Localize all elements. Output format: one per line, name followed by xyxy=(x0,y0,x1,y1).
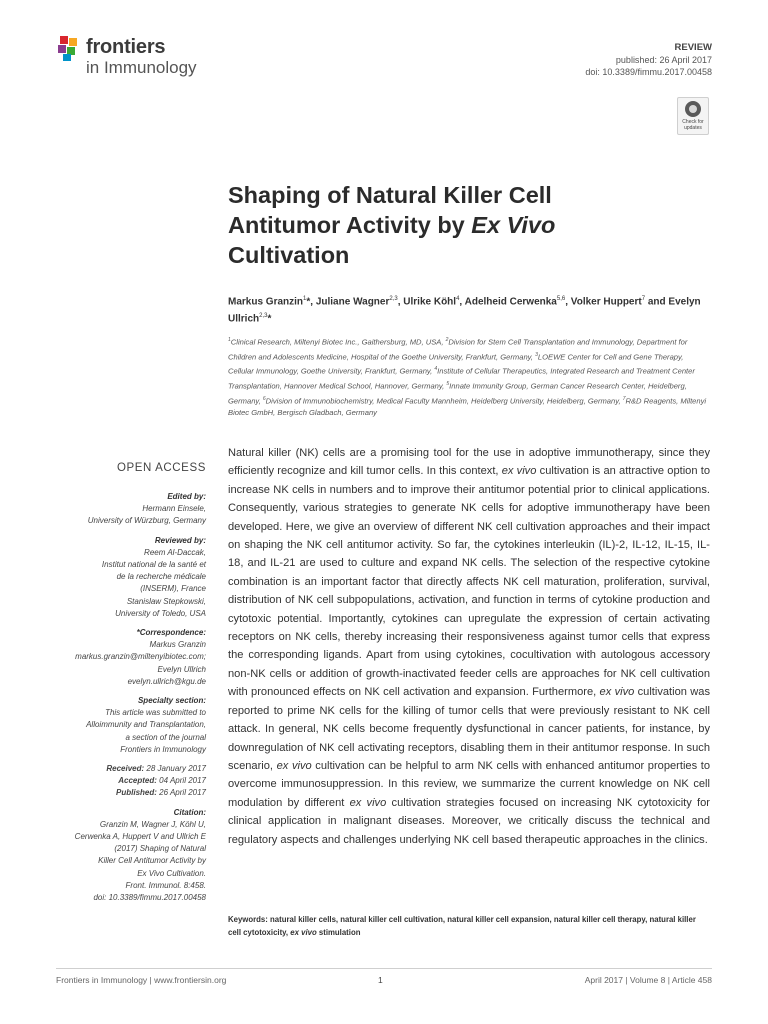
open-access-label: OPEN ACCESS xyxy=(116,462,206,474)
footer-issue-info: April 2017 | Volume 8 | Article 458 xyxy=(584,975,712,985)
correspondence-line: evelyn.ullrich@kgu.de xyxy=(127,676,206,686)
author-list xyxy=(228,292,708,327)
affil-sup: 4 xyxy=(434,366,438,373)
footer-divider xyxy=(56,968,712,969)
date-label: Accepted: xyxy=(118,776,160,786)
affil-sup: 1 xyxy=(228,337,231,343)
doi-link[interactable]: doi: 10.3389/fimmu.2017.00458 xyxy=(585,67,712,77)
affil-text: LOEWE Center for Cell and Gene Therapy, Cellular Immunology, Goethe University, Frankfurt, Germany, xyxy=(228,352,684,376)
crossmark-icon xyxy=(685,101,701,117)
reviewer-line: Reem Al-Daccak, xyxy=(144,547,206,557)
abstract-text: cultivation is an attractive option to increase NK cells in numbers and to improve their antitumor potential prior to clinical applications. Consequently, various strategies to generate NK cells for adoptive immunotherapy have been developed. Here, we give an overview of different NK cell cultivation approaches and their impact on shaping the NK cell antitumor activity. So far, the cytokines interleukin (IL)-2, IL-12, IL-15, IL-18, and IL-21 are used to culture and expand NK cells. The selection of the respective cytokine combination is an important factor that directly affects NK cell maturation, proliferation, survival, distribution of NK cell subpopulations, activation, and function in terms of cytokine production and cytotoxic potential. Importantly, cytokines can upregulate the expression of certain activating receptors on NK cells, thereby increasing their responsiveness against tumor cells that express the corresponding ligands. Apart from using cytokines, cocultivation with autologous accessory non-NK cells or addition of growth-inactivated feeder cells are approaches for NK cell cultivation with pronounced effects on NK cell activation and expansion. Furthermore, xyxy=(228,465,710,699)
abstract-text: cultivation can be helpful to arm NK cells with enhanced antitumor properties to overcome immunosuppression. In this review, we summarize the current knowledge on NK cell modulation by different xyxy=(228,759,710,809)
specialty-line: a section of the journal xyxy=(125,732,206,742)
page-number: 1 xyxy=(378,975,383,985)
article-meta xyxy=(585,42,712,78)
reviewer-line: Institut national de la santé et xyxy=(101,560,206,570)
date-row xyxy=(56,763,206,775)
journal-logo[interactable] xyxy=(56,32,226,82)
affil-sup: 5 xyxy=(446,380,450,387)
article-dates xyxy=(56,763,206,800)
affil-text: Clinical Research, Miltenyi Biotec Inc., Gaithersburg, MD, USA, xyxy=(230,337,446,347)
edited-by-label: Edited by: xyxy=(167,492,206,501)
citation xyxy=(56,819,206,904)
affil-text: Division for Stem Cell Transplantation and Immunology, Department for Children and Adolescents Medicine, Hospital of the Goethe University, Frankfurt, Germany, xyxy=(228,337,688,362)
title-line-1: Shaping of Natural Killer Cell xyxy=(228,182,552,208)
specialty-line: Frontiers in Immunology xyxy=(120,744,206,754)
editor-line: Hermann Einsele, xyxy=(142,504,206,514)
citation-line: (2017) Shaping of Natural xyxy=(114,844,206,854)
author-affil-sup: 4 xyxy=(456,296,460,302)
citation-line: Front. Immunol. 8:458. xyxy=(125,880,206,890)
article-type: REVIEW xyxy=(674,42,712,53)
abstract-text: cultivation strategies focused on increasing NK cytotoxicity for clinical application in malignant diseases. Moreover, we critically discuss the technical and regulatory aspects and challenges underlying NK cell based therapeutic approaches in the clinics. xyxy=(228,796,710,846)
citation-line: Granzin M, Wagner J, Köhl U, xyxy=(99,819,206,829)
title-italic: Ex Vivo xyxy=(471,212,556,238)
specialty-section xyxy=(56,707,206,756)
abstract-italic: ex vivo xyxy=(349,796,387,809)
edited-by xyxy=(56,503,206,527)
author-affil-sup: 2,3 xyxy=(389,296,398,302)
journal-subtitle: in Immunology xyxy=(86,58,197,77)
title-line-3: Cultivation xyxy=(228,242,350,268)
abstract-text: Natural killer (NK) cells are a promising tool for the use in adoptive immunotherapy, since they efficiently recognize and kill tumor cells. In this context, xyxy=(228,447,710,478)
citation-line: Cerwenka A, Huppert V and Ullrich E xyxy=(74,832,206,842)
author-affil-sup: 1 xyxy=(303,296,307,302)
affil-text: Innate Immunity Group, German Cancer Research Center, Heidelberg, Germany, xyxy=(228,381,687,406)
affiliations xyxy=(228,334,708,419)
abstract xyxy=(228,444,710,849)
affil-text: Institute of Cellular Therapeutics, Integrated Research and Treatment Center Transplantation, Hannover Medical School, Hannover, Germany, xyxy=(228,366,695,391)
keywords xyxy=(228,914,710,939)
abstract-text: cultivation was reported to prime NK cells for the killing of tumor cells that were previously resistant to NK cell attack. In general, NK cells become frequently dysfunctional in cancer patients, for instance, by downregulation of NK cell activating receptors, disabling them in their antitumor response. In such scenario, xyxy=(228,686,710,772)
journal-brand: frontiers xyxy=(86,36,166,58)
reviewer-line: Stanislaw Stepkowski, xyxy=(126,596,206,606)
abstract-italic: ex vivo xyxy=(276,759,312,772)
date-value: 28 January 2017 xyxy=(146,764,206,774)
check-for-updates-button[interactable] xyxy=(677,97,709,135)
footer-journal-link[interactable]: Frontiers in Immunology | www.frontiersin.org xyxy=(56,975,227,985)
author-name[interactable]: Markus Granzin xyxy=(228,296,304,308)
correspondence-line: Evelyn Ullrich xyxy=(157,664,206,674)
author-sep: , xyxy=(459,296,465,308)
abstract-italic: ex vivo xyxy=(599,686,635,699)
reviewed-by-label: Reviewed by: xyxy=(154,535,206,545)
author-affil-sup: 2,3 xyxy=(259,313,268,320)
author-name[interactable]: Adelheid Cerwenka xyxy=(464,296,557,308)
author-name[interactable]: Juliane Wagner xyxy=(315,296,390,308)
date-row xyxy=(56,775,206,787)
affil-sup: 3 xyxy=(535,351,538,358)
abstract-italic: ex vivo xyxy=(501,465,537,478)
title-line-2-text: Antitumor Activity by xyxy=(228,212,472,238)
reviewer-line: (INSERM), France xyxy=(140,584,206,594)
specialty-line: Alloimmunity and Transplantation, xyxy=(86,720,206,730)
citation-line: Ex Vivo Cultivation. xyxy=(137,868,206,878)
reviewer-line: de la recherche médicale xyxy=(116,572,206,582)
reviewed-by xyxy=(56,547,206,620)
date-value: 04 April 2017 xyxy=(159,776,206,786)
editor-line: University of Würzburg, Germany xyxy=(87,516,206,526)
citation-label: Citation: xyxy=(173,807,206,817)
article-sidebar xyxy=(56,491,206,904)
author-name[interactable]: and Evelyn Ullrich xyxy=(228,296,701,325)
reviewer-line: University of Toledo, USA xyxy=(115,608,206,618)
date-row xyxy=(56,787,206,799)
date-label: Received: xyxy=(106,764,147,774)
affil-text: Division of Immunobiochemistry, Medical Faculty Mannheim, Heidelberg University, Heidelberg, Germany, xyxy=(265,396,623,406)
correspondence xyxy=(56,639,206,688)
affil-text: R&D Reagents, Miltenyi Biotec GmbH, Bergisch Gladbach, Germany xyxy=(228,396,707,418)
affil-sup: 2 xyxy=(445,337,449,343)
author-name[interactable]: Ulrike Köhl xyxy=(403,296,457,308)
author-name[interactable]: Volker Huppert xyxy=(570,296,642,308)
article-title xyxy=(228,180,698,270)
affil-sup: 6 xyxy=(262,395,266,402)
keywords-italic: ex vivo xyxy=(290,927,317,937)
author-affil-sup: 5,6 xyxy=(556,296,566,302)
specialty-line: This article was submitted to xyxy=(105,708,206,718)
frontiers-logo-icon xyxy=(56,34,82,62)
date-value: 26 April 2017 xyxy=(159,788,206,798)
correspondence-line: Markus Granzin xyxy=(149,640,206,650)
specialty-label: Specialty section: xyxy=(137,696,206,706)
correspondence-line: markus.granzin@miltenyibiotec.com; xyxy=(75,652,206,662)
author-sep: , xyxy=(565,296,571,308)
correspondence-label: *Correspondence: xyxy=(136,628,206,638)
author-sep: *, xyxy=(306,296,316,308)
date-label: Published: xyxy=(116,788,160,798)
check-updates-label: Check for updates xyxy=(682,119,704,131)
published-date: published: 26 April 2017 xyxy=(615,55,712,65)
citation-line: doi: 10.3389/fimmu.2017.00458 xyxy=(93,893,206,903)
keywords-text: natural killer cells, natural killer cell cultivation, natural killer cell expansion, natural killer cell therapy, natural killer cell cytotoxicity, xyxy=(228,915,696,937)
author-sep: , xyxy=(397,296,404,308)
citation-line: Killer Cell Antitumor Activity by xyxy=(98,856,206,866)
title-line-2 xyxy=(228,210,698,240)
author-sep: * xyxy=(267,313,272,325)
keywords-tail: stimulation xyxy=(316,927,361,937)
keywords-label: Keywords: xyxy=(228,915,271,924)
author-affil-sup: 7 xyxy=(641,296,646,302)
affil-sup: 7 xyxy=(622,395,626,402)
